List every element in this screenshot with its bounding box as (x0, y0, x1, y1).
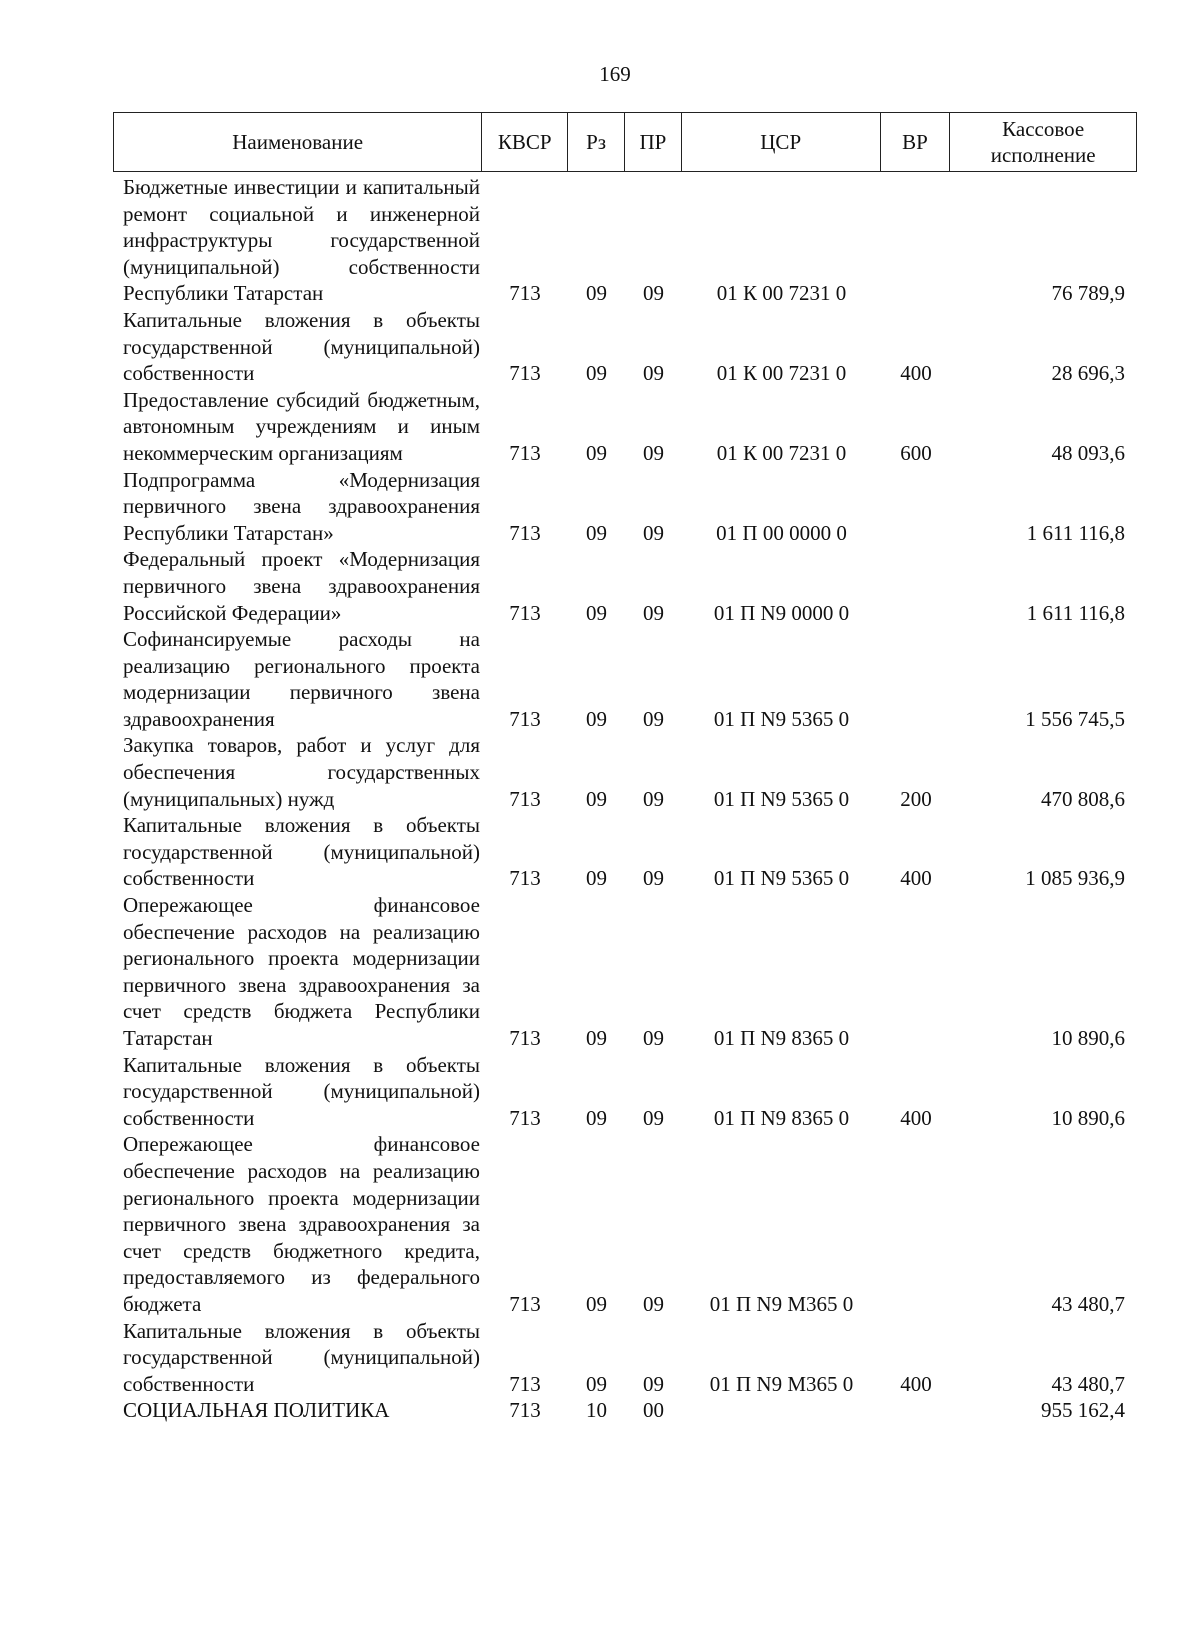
cell-csr: 01 П 00 0000 0 (716, 520, 847, 545)
cell-pr: 00 (643, 1398, 664, 1423)
cell-csr: 01 К 00 7231 0 (716, 281, 847, 306)
cell-sum: 470 808,6 (1041, 786, 1125, 811)
table-row (113, 387, 1137, 467)
header-csr: ЦСР (682, 113, 881, 171)
cell-csr: 01 К 00 7231 0 (716, 440, 847, 465)
cell-rz: 09 (586, 1026, 607, 1050)
cell-pr: 09 (643, 1371, 664, 1396)
cell-rz: 09 (586, 1371, 607, 1396)
table-row (113, 1397, 1137, 1424)
cell-vr: 600 (900, 440, 932, 465)
cell-pr: 09 (643, 1105, 664, 1130)
cell-kvsr: 713 (509, 1398, 541, 1423)
cell-sum: 1 556 745,5 (1025, 706, 1125, 731)
cell-sum: 28 696,3 (1051, 361, 1125, 386)
cell-sum: 1 085 936,9 (1025, 866, 1125, 891)
cell-sum: 43 480,7 (1051, 1371, 1125, 1396)
table-row (113, 546, 1137, 626)
header-rz: Рз (568, 113, 625, 171)
cell-name: Закупка товаров, работ и услуг для обеспечения государственных (муниципальных) нужд (123, 733, 480, 811)
cell-kvsr: 713 (509, 1026, 541, 1050)
cell-rz: 09 (586, 440, 607, 465)
cell-csr: 01 П N9 5365 0 (713, 866, 850, 891)
cell-sum: 1 611 116,8 (1026, 520, 1125, 545)
cell-pr: 09 (643, 281, 664, 306)
cell-pr: 09 (643, 361, 664, 386)
cell-rz: 09 (586, 706, 607, 731)
cell-vr: 400 (900, 1371, 932, 1396)
cell-sum: 43 480,7 (1051, 1291, 1125, 1316)
cell-kvsr: 713 (509, 440, 541, 465)
cell-pr: 09 (643, 520, 664, 545)
table-header (113, 112, 1137, 172)
cell-name: Софинансируемые расходы на реализацию регионального проекта модернизации первичного звена здравоохранения (123, 627, 480, 731)
cell-name: СОЦИАЛЬНАЯ ПОЛИТИКА (123, 1398, 390, 1423)
cell-rz: 09 (586, 520, 607, 545)
cell-name: Бюджетные инвестиции и капитальный ремонт социальной и инженерной инфраструктуры государственной (муниципальной) собственности Республики Татарстан (123, 175, 480, 306)
header-kvsr: КВСР (482, 113, 568, 171)
cell-kvsr: 713 (509, 1371, 541, 1396)
table-row (113, 1318, 1137, 1398)
cell-csr: 01 П N9 5365 0 (713, 706, 850, 731)
cell-pr: 09 (643, 1026, 664, 1050)
cell-csr: 01 П N9 8365 0 (713, 1105, 850, 1130)
cell-sum: 1 611 116,8 (1026, 600, 1125, 625)
cell-rz: 09 (586, 1105, 607, 1130)
cell-csr: 01 К 00 7231 0 (716, 361, 847, 386)
cell-rz: 09 (586, 1291, 607, 1316)
cell-pr: 09 (643, 1291, 664, 1316)
cell-vr: 400 (900, 866, 932, 891)
cell-csr: 01 П N9 0000 0 (713, 600, 850, 625)
cell-kvsr: 713 (509, 361, 541, 386)
cell-name: Опережающее финансовое обеспечение расходов на реализацию регионального проекта модернизации первичного звена здравоохранения за счет средств бюджета Республики Татарстан (123, 893, 480, 1050)
cell-csr: 01 П N9 М365 0 (709, 1371, 854, 1396)
cell-kvsr: 713 (509, 600, 541, 625)
page-number: 169 (599, 62, 631, 86)
table-row (113, 1131, 1137, 1317)
cell-kvsr: 713 (509, 1291, 541, 1316)
cell-sum: 10 890,6 (1051, 1026, 1125, 1050)
cell-rz: 09 (586, 361, 607, 386)
cell-sum: 76 789,9 (1051, 281, 1125, 306)
table-row (113, 174, 1137, 307)
cell-kvsr: 713 (509, 520, 541, 545)
cell-vr: 400 (900, 361, 932, 386)
cell-name: Федеральный проект «Модернизация первичного звена здравоохранения Российской Федерации» (123, 547, 480, 625)
cell-name: Капитальные вложения в объекты государственной (муниципальной) собственности (123, 1318, 480, 1396)
table-body (113, 174, 1137, 1424)
cell-pr: 09 (643, 786, 664, 811)
cell-rz: 09 (586, 786, 607, 811)
cell-rz: 09 (586, 866, 607, 891)
cell-name: Капитальные вложения в объекты государственной (муниципальной) собственности (123, 813, 480, 891)
cell-pr: 09 (643, 440, 664, 465)
cell-pr: 09 (643, 866, 664, 891)
table-row (113, 467, 1137, 547)
cell-kvsr: 713 (509, 281, 541, 306)
header-sum: Кассовое исполнение (990, 117, 1096, 167)
header-vr: ВР (881, 113, 951, 171)
cell-kvsr: 713 (509, 786, 541, 811)
cell-vr: 400 (900, 1105, 932, 1130)
table-row (113, 812, 1137, 892)
cell-csr: 01 П N9 М365 0 (709, 1291, 854, 1316)
cell-vr: 200 (900, 786, 932, 811)
table-row (113, 1052, 1137, 1132)
cell-rz: 10 (586, 1398, 607, 1423)
cell-kvsr: 713 (509, 706, 541, 731)
cell-name: Капитальные вложения в объекты государственной (муниципальной) собственности (123, 1052, 480, 1130)
cell-pr: 09 (643, 706, 664, 731)
cell-rz: 09 (586, 281, 607, 306)
cell-pr: 09 (643, 600, 664, 625)
cell-csr: 01 П N9 5365 0 (713, 786, 850, 811)
cell-sum: 48 093,6 (1051, 440, 1125, 465)
table-row (113, 626, 1137, 732)
cell-rz: 09 (586, 600, 607, 625)
cell-name: Предоставление субсидий бюджетным, автономным учреждениям и иным некоммерческим организациям (123, 387, 480, 465)
table-row (113, 732, 1137, 812)
table-row (113, 892, 1137, 1052)
header-pr: ПР (625, 113, 682, 171)
cell-name: Капитальные вложения в объекты государственной (муниципальной) собственности (123, 307, 480, 386)
cell-kvsr: 713 (509, 1105, 541, 1130)
header-name: Наименование (114, 113, 482, 171)
cell-sum: 955 162,4 (1041, 1398, 1125, 1423)
cell-name: Опережающее финансовое обеспечение расходов на реализацию регионального проекта модернизации первичного звена здравоохранения за счет средств бюджетного кредита, предоставляемого из федерального бюджета (123, 1132, 480, 1316)
cell-kvsr: 713 (509, 866, 541, 891)
cell-name: Подпрограмма «Модернизация первичного звена здравоохранения Республики Татарстан» (123, 467, 480, 545)
cell-sum: 10 890,6 (1051, 1105, 1125, 1130)
table-row (113, 307, 1137, 387)
cell-csr: 01 П N9 8365 0 (713, 1026, 850, 1050)
